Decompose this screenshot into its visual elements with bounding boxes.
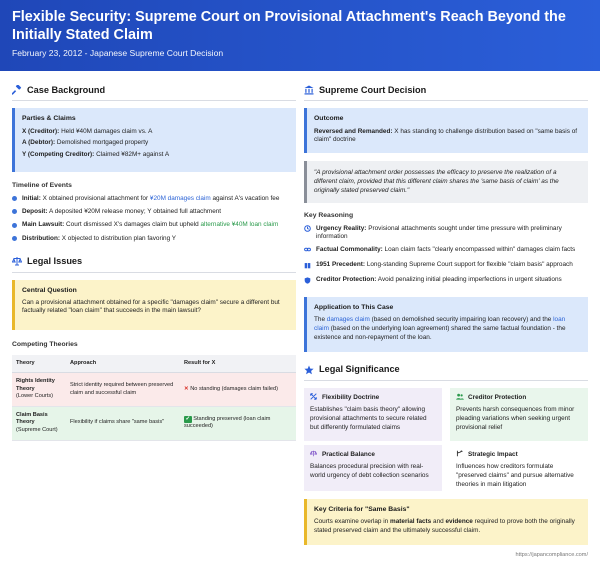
link-icon xyxy=(304,246,312,257)
parties-title: Parties & Claims xyxy=(22,115,76,123)
timeline-item: Distribution: X objected to distribution plan favoring Y xyxy=(12,235,296,244)
application-box xyxy=(304,297,588,352)
bullet-dot xyxy=(12,236,17,241)
check-icon: ✓ xyxy=(185,415,191,422)
reason-item: Factual Commonality: Loan claim facts "clearly encompassed within" damages claim facts xyxy=(304,246,588,257)
outcome-box xyxy=(304,108,588,153)
content-columns xyxy=(0,71,600,559)
reason-item: 1951 Precedent: Long-standing Supreme Court support for flexible "claim basis" approach xyxy=(304,261,588,272)
theories-table xyxy=(12,355,296,441)
cross-icon: ✕ xyxy=(184,385,189,392)
book-icon xyxy=(304,262,312,273)
decision-heading: Supreme Court Decision xyxy=(304,84,588,101)
parties-box xyxy=(12,108,296,172)
timeline-item: Main Lawsuit: Court dismissed X's damages claim but upheld alternative ¥40M loan claim xyxy=(12,221,296,230)
party-x: X (Creditor): Held ¥40M damages claim vs. A xyxy=(22,127,153,135)
header-result: Result for X xyxy=(180,355,296,373)
result-cell: ✕ No standing (damages claim failed) xyxy=(180,373,296,407)
quote-box xyxy=(304,161,588,203)
central-question-text: Can a provisional attachment obtained for a specific "damages claim" secure a different but factually related "loan claim" that succeeds in the main lawsuit? xyxy=(22,298,280,315)
expand-arrows-icon xyxy=(310,393,318,404)
balance-scale-icon xyxy=(310,450,318,461)
star-icon xyxy=(304,365,314,375)
criteria-title: Key Criteria for "Same Basis" xyxy=(314,505,410,513)
branch-icon xyxy=(456,450,464,461)
significance-heading: Legal Significance xyxy=(304,363,588,380)
page-subtitle: February 23, 2012 - Japanese Supreme Court Decision xyxy=(12,48,224,59)
bullet-dot xyxy=(12,196,17,201)
significance-card: Creditor Protection Prevents harsh consequences from minor pleading variations when seeking urgent provisional relief xyxy=(450,388,588,441)
people-icon xyxy=(456,393,464,404)
right-column xyxy=(304,71,588,559)
clock-icon xyxy=(304,225,312,236)
gavel-icon xyxy=(12,85,22,95)
central-question-box xyxy=(12,280,296,330)
significance-card: Practical Balance Balances procedural precision with real-world urgency of debt collection scenarios xyxy=(304,445,442,491)
timeline-title: Timeline of Events xyxy=(12,182,72,190)
timeline-item: Deposit: A deposited ¥20M release money; Y obtained full attachment xyxy=(12,208,296,217)
theory-cell: Claim Basis Theory (Supreme Court) xyxy=(12,406,66,440)
significance-card: Flexibility Doctrine Establishes "claim basis theory" allowing provisional attachments to secure related but differently formulated claims xyxy=(304,388,442,441)
courthouse-icon xyxy=(304,85,314,95)
left-column xyxy=(12,71,296,559)
party-y: Y (Competing Creditor): Claimed ¥82M+ against A xyxy=(22,150,170,158)
outcome-title: Outcome xyxy=(314,115,344,123)
timeline xyxy=(12,195,296,243)
table-row xyxy=(12,373,296,407)
bullet-dot xyxy=(12,223,17,228)
timeline-item: Initial: X obtained provisional attachment for ¥20M damages claim against A's vacation fee xyxy=(12,195,296,204)
theory-cell: Rights Identity Theory (Lower Courts) xyxy=(12,373,66,407)
party-a: A (Debtor): Demolished mortgaged property xyxy=(22,139,149,147)
significance-grid xyxy=(304,388,588,491)
approach-cell: Flexibility if claims share "same basis" xyxy=(66,406,180,440)
header-approach: Approach xyxy=(66,355,180,373)
significance-card: Strategic Impact Influences how creditors formulate "preserved claims" and pursue alternative theories in main litigation xyxy=(450,445,588,491)
bullet-dot xyxy=(12,209,17,214)
page-header xyxy=(0,0,600,71)
application-title: Application to This Case xyxy=(314,304,394,312)
header-theory: Theory xyxy=(12,355,66,373)
application-text: The damages claim (based on demolished security impairing loan recovery) and the loan claim (based on the underlying loan agreement) shared the same factual foundation - the existence and non-repayment of the loan. xyxy=(314,316,566,341)
balance-scale-icon xyxy=(12,256,22,266)
reason-item: Urgency Reality: Provisional attachments sought under time pressure with preliminary information xyxy=(304,225,588,242)
key-reasoning-title: Key Reasoning xyxy=(304,212,354,220)
shield-icon xyxy=(304,277,312,288)
case-background-heading: Case Background xyxy=(12,84,296,101)
competing-theories-title: Competing Theories xyxy=(12,340,78,348)
criteria-text: Courts examine overlap in material facts and evidence required to prove both the originally stated preserved claim and the ultimately successful claim. xyxy=(314,517,575,534)
decision-quote: "A provisional attachment order possesses the efficacy to preserve the realization of a different claim, provided that this different claim shares the 'same basis of claim' as the originally stated preserved claim." xyxy=(314,169,559,194)
legal-issues-heading: Legal Issues xyxy=(12,255,296,272)
approach-cell: Strict identity required between preserved claim and successful claim xyxy=(66,373,180,407)
result-cell: ✓ Standing preserved (loan claim succeeded) xyxy=(180,406,296,440)
central-question-title: Central Question xyxy=(22,286,77,294)
footer-url[interactable]: https://japancompliance.com/ xyxy=(515,551,588,558)
table-row xyxy=(12,406,296,440)
criteria-box xyxy=(304,499,588,545)
outcome-text: Reversed and Remanded: X has standing to challenge distribution based on "same basis of claim" doctrine xyxy=(314,127,578,144)
page-title: Flexible Security: Supreme Court on Provisional Attachment's Reach Beyond the Initially Stated Claim xyxy=(12,9,566,43)
table-header-row xyxy=(12,355,296,373)
reason-item: Creditor Protection: Avoid penalizing initial pleading imperfections in urgent situations xyxy=(304,276,588,287)
